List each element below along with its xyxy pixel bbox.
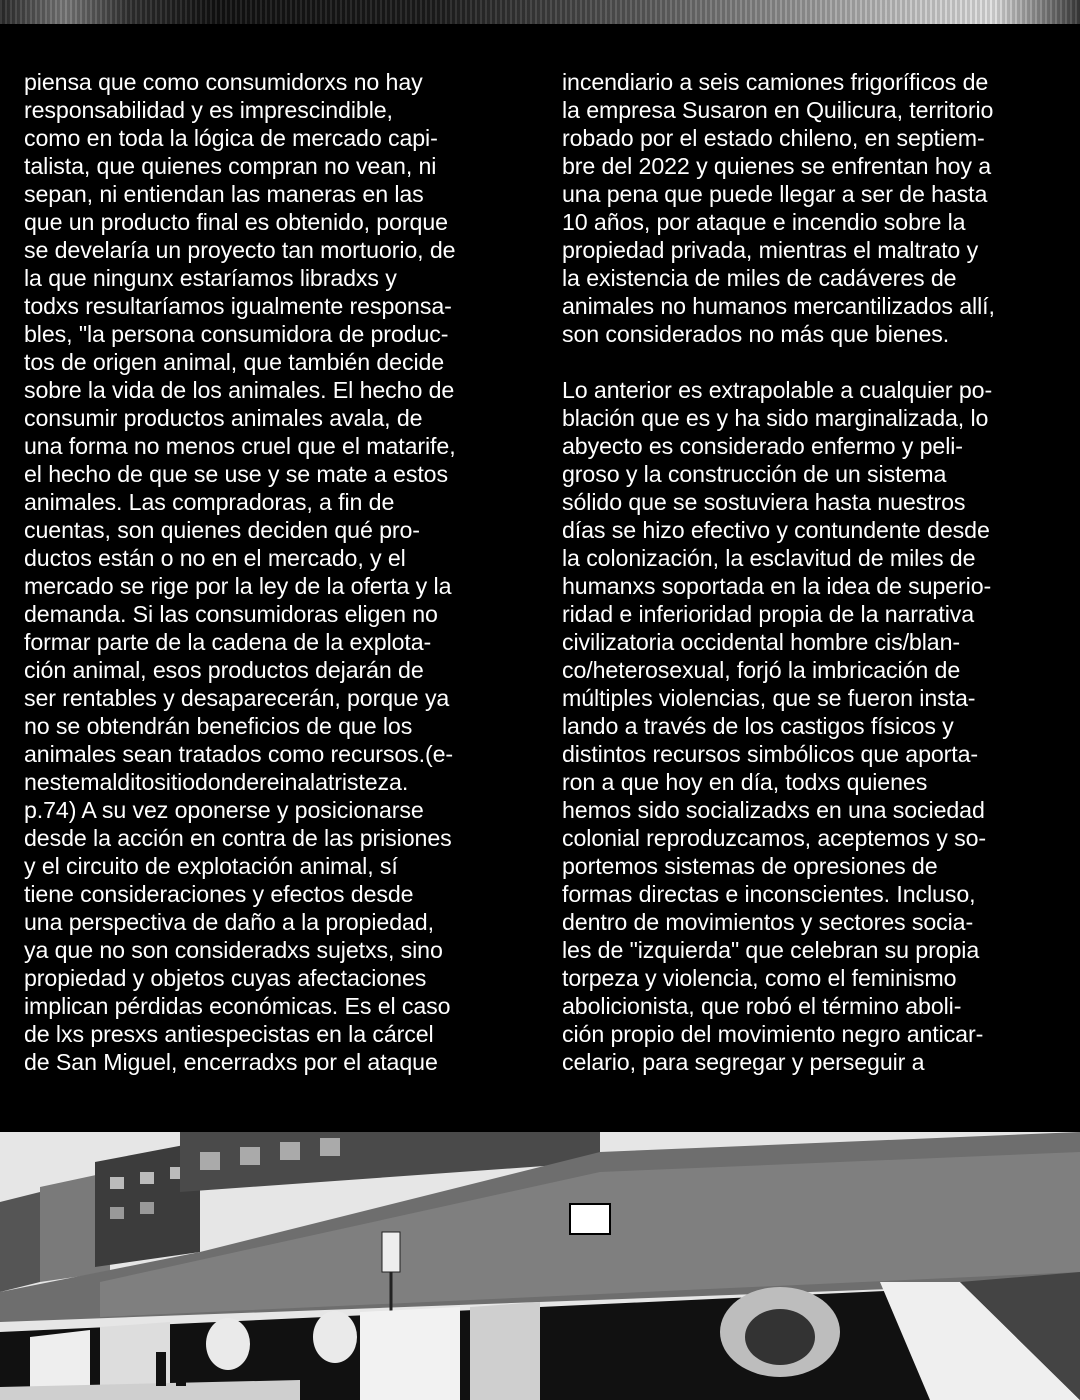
- text-line: ción propio del movimiento negro anticar-: [562, 1021, 984, 1047]
- text-line: ción animal, esos productos dejarán de: [24, 657, 424, 683]
- text-line: y el circuito de explotación animal, sí: [24, 853, 398, 879]
- text-line: torpeza y violencia, como el feminismo: [562, 965, 957, 991]
- text-line: bre del 2022 y quienes se enfrentan hoy a: [562, 153, 992, 179]
- text-line: consumir productos animales avala, de: [24, 405, 423, 431]
- text-line: animales sean tratados como recursos.(e-: [24, 741, 454, 767]
- text-line: formas directas e inconscientes. Incluso,: [562, 881, 976, 907]
- text-line: bles, "la persona consumidora de produc-: [24, 321, 449, 347]
- text-line: ron a que hoy en día, todxs quienes: [562, 769, 928, 795]
- text-line: son considerados no más que bienes.: [562, 321, 950, 347]
- text-line: la empresa Susaron en Quilicura, territorio: [562, 97, 994, 123]
- text-line: celario, para segregar y perseguir a: [562, 1049, 925, 1075]
- text-line: días se hizo efectivo y contundente desde: [562, 517, 990, 543]
- text-line: que un producto final es obtenido, porque: [24, 209, 448, 235]
- text-line: todxs resultaríamos igualmente responsa-: [24, 293, 452, 319]
- text-line: co/heterosexual, forjó la imbricación de: [562, 657, 961, 683]
- text-line: nestemalditositiodondereinalatristeza.: [24, 769, 409, 795]
- text-line: de lxs presxs antiespecistas en la cárcel: [24, 1021, 434, 1047]
- text-line: piensa que como consumidorxs no hay: [24, 69, 423, 95]
- right-text-column: [562, 68, 1056, 1076]
- text-line: distintos recursos simbólicos que aporta-: [562, 741, 979, 767]
- text-line: abolicionista, que robó el término aboli-: [562, 993, 962, 1019]
- graffiti-wall-illustration: [0, 1132, 1080, 1400]
- text-line: mercado se rige por la ley de la oferta y la: [24, 573, 452, 599]
- text-line: animales. Las compradoras, a fin de: [24, 489, 395, 515]
- text-line: responsabilidad y es imprescindible,: [24, 97, 393, 123]
- text-line: abyecto es considerado enfermo y peli-: [562, 433, 963, 459]
- text-line: ser rentables y desaparecerán, porque ya: [24, 685, 450, 711]
- text-line: como en toda la lógica de mercado capi-: [24, 125, 438, 151]
- text-line: una perspectiva de daño a la propiedad,: [24, 909, 434, 935]
- text-line: el hecho de que se use y se mate a estos: [24, 461, 448, 487]
- article-body: [24, 68, 1056, 1118]
- text-line: formar parte de la cadena de la explota-: [24, 629, 432, 655]
- text-line: múltiples violencias, que se fueron insta-: [562, 685, 976, 711]
- text-line: propiedad y objetos cuyas afectaciones: [24, 965, 427, 991]
- text-line: la que ningunx estaríamos libradxs y: [24, 265, 397, 291]
- text-line: talista, que quienes compran no vean, ni: [24, 153, 437, 179]
- text-line: tos de origen animal, que también decide: [24, 349, 445, 375]
- text-line: sepan, ni entiendan las maneras en las: [24, 181, 424, 207]
- text-line: tiene consideraciones y efectos desde: [24, 881, 414, 907]
- text-line: civilizatoria occidental hombre cis/blan-: [562, 629, 960, 655]
- text-line: propiedad privada, mientras el maltrato y: [562, 237, 979, 263]
- text-line: colonial reproduzcamos, aceptemos y so-: [562, 825, 986, 851]
- text-line: p.74) A su vez oponerse y posicionarse: [24, 797, 424, 823]
- text-line: sobre la vida de los animales. El hecho de: [24, 377, 455, 403]
- text-line: desde la acción en contra de las prisiones: [24, 825, 452, 851]
- text-line: no se obtendrán beneficios de que los: [24, 713, 413, 739]
- text-line: sólido que se sostuviera hasta nuestros: [562, 489, 966, 515]
- paragraph-gap: [562, 348, 1056, 376]
- text-line: les de "izquierda" que celebran su propia: [562, 937, 980, 963]
- text-line: la colonización, la esclavitud de miles de: [562, 545, 976, 571]
- text-line: incendiario a seis camiones frigoríficos de: [562, 69, 989, 95]
- text-line: lando a través de los castigos físicos y: [562, 713, 954, 739]
- text-line: blación que es y ha sido marginalizada, lo: [562, 405, 989, 431]
- text-line: robado por el estado chileno, en septiem-: [562, 125, 985, 151]
- photo-grain: [0, 0, 1080, 24]
- text-line: humanxs soportada en la idea de superio-: [562, 573, 992, 599]
- text-line: se develaría un proyecto tan mortuorio, de: [24, 237, 456, 263]
- text-line: demanda. Si las consumidoras eligen no: [24, 601, 438, 627]
- top-photo-strip: [0, 0, 1080, 24]
- text-line: dentro de movimientos y sectores socia-: [562, 909, 974, 935]
- text-line: animales no humanos mercantilizados allí,: [562, 293, 995, 319]
- text-line: de San Miguel, encerradxs por el ataque: [24, 1049, 438, 1075]
- left-text-column: [24, 68, 524, 1076]
- text-line: la existencia de miles de cadáveres de: [562, 265, 957, 291]
- text-line: implican pérdidas económicas. Es el caso: [24, 993, 451, 1019]
- text-line: hemos sido socializadxs en una sociedad: [562, 797, 985, 823]
- text-line: Lo anterior es extrapolable a cualquier po-: [562, 377, 993, 403]
- text-line: groso y la construcción de un sistema: [562, 461, 947, 487]
- text-line: una forma no menos cruel que el matarife,: [24, 433, 456, 459]
- graffiti-wall-photo: [0, 1132, 1080, 1400]
- text-line: cuentas, son quienes deciden qué pro-: [24, 517, 420, 543]
- text-line: ductos están o no en el mercado, y el: [24, 545, 406, 571]
- text-line: ya que no son consideradxs sujetxs, sino: [24, 937, 443, 963]
- text-line: ridad e inferioridad propia de la narrativa: [562, 601, 975, 627]
- text-line: una pena que puede llegar a ser de hasta: [562, 181, 988, 207]
- text-line: portemos sistemas de opresiones de: [562, 853, 938, 879]
- text-line: 10 años, por ataque e incendio sobre la: [562, 209, 966, 235]
